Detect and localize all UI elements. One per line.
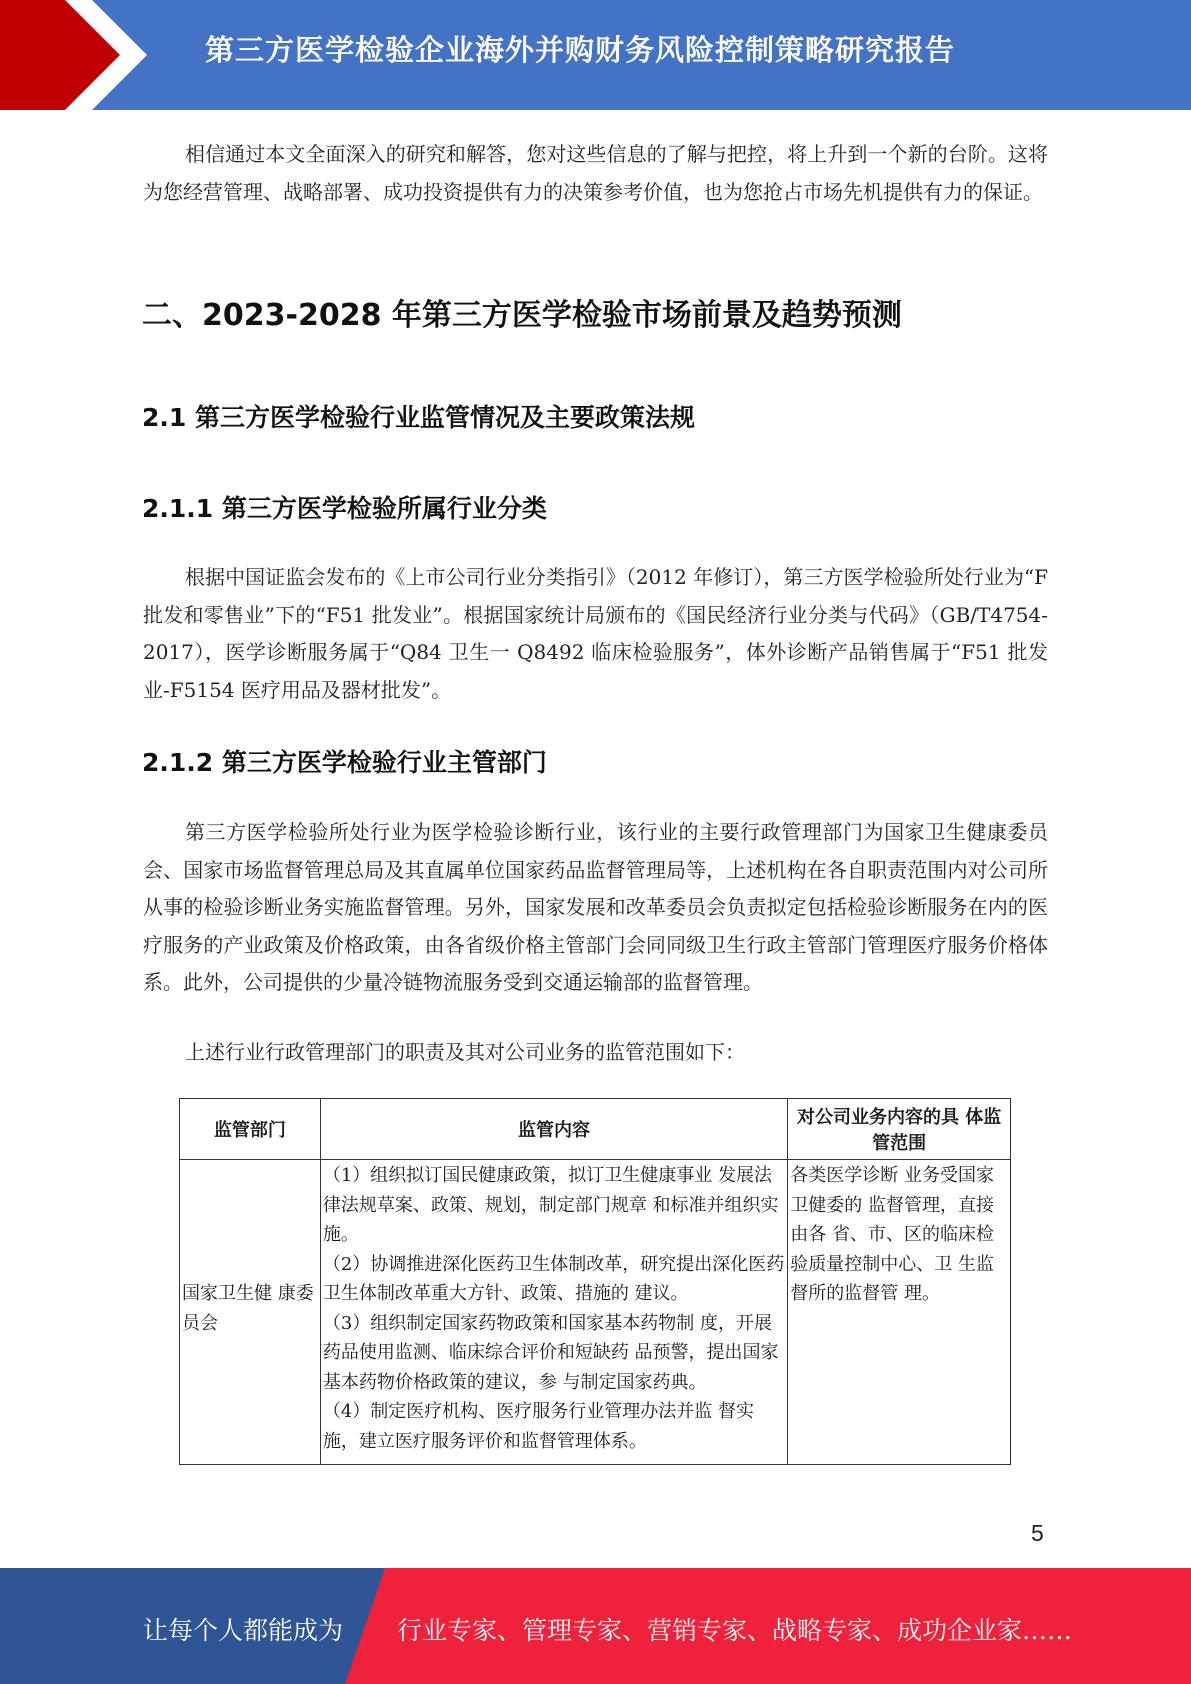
footer-slogan-left: 让每个人都能成为 xyxy=(143,1616,344,1645)
cell-department: 国家卫生健 康委员会 xyxy=(180,1160,321,1465)
table-intro: 上述行业行政管理部门的职责及其对公司业务的监管范围如下： xyxy=(185,1040,745,1064)
intro-paragraph: 相信通过本文全面深入的研究和解答，您对这些信息的了解与把控，将上升到一个新的台阶。这将为您经营管理、战略部署、成功投资提供有力的决策参考价值，也为您抢占市场先机提供有力的保证。 xyxy=(143,142,1048,204)
cell-content xyxy=(320,1160,787,1465)
cell-scope: 各类医学诊断 业务受国家卫健委的 监督管理，直接由各 省、市、区的临床检验质量控制中心、卫 生监督所的监督管 理。 xyxy=(788,1160,1011,1465)
table-row xyxy=(180,1160,1011,1465)
table-header-row xyxy=(180,1099,1011,1160)
header-title: 第三方医学检验企业海外并购财务风险控制策略研究报告 xyxy=(205,33,956,67)
section-title: 二、2023-2028 年第三方医学检验市场前景及趋势预测 xyxy=(142,298,902,333)
authority-paragraph: 第三方医学检验所处行业为医学检验诊断行业，该行业的主要行政管理部门为国家卫生健康委员会、国家市场监督管理总局及其直属单位国家药品监督管理局等，上述机构在各自职责范围内对公司所从事的检验诊断业务实施监督管理。另外，国家发展和改革委员会负责拟定包括检验诊断服务在内的医疗服务的产业政策及价格政策，由各省级价格主管部门会同同级卫生行政主管部门管理医疗服务价格体系。此外，公司提供的少量冷链物流服务受到交通运输部的监督管理。 xyxy=(143,820,1048,994)
content-item-2: （2）协调推进深化医药卫生体制改革，研究提出深化医药卫生体制改革重大方针、政策、措施的 建议。 xyxy=(322,1253,785,1304)
content-item-3: （3）组织制定国家药物政策和国家基本药物制 度，开展药品使用监测、临床综合评价和短缺药 品预警，提出国家基本药物价格政策的建议，参 与制定国家药典。 xyxy=(322,1312,779,1393)
classification-paragraph: 根据中国证监会发布的《上市公司行业分类指引》（2012 年修订），第三方医学检验所处行业为“F 批发和零售业”下的“F51 批发业”。根据国家统计局颁布的《国民经济行业分类与代码》（GB/T4754-2017），医学诊断服务属于“Q84 卫生一 Q8492 临床检验服务”，体外诊断产品销售属于“F51 批发业-F5154 医疗用品及器材批发”。 xyxy=(143,565,1048,702)
header-scope: 对公司业务内容的具 体监管范围 xyxy=(788,1099,1011,1160)
subsection-2-1-1-title: 2.1.1 第三方医学检验所属行业分类 xyxy=(142,494,547,523)
subsection-2-1-title: 2.1 第三方医学检验行业监管情况及主要政策法规 xyxy=(142,403,695,432)
header-department: 监管部门 xyxy=(180,1099,321,1160)
footer-slogan-right: 行业专家、管理专家、营销专家、战略专家、成功企业家…… xyxy=(397,1616,1073,1645)
header-banner xyxy=(0,0,1191,110)
subsection-2-1-2-title: 2.1.2 第三方医学检验行业主管部门 xyxy=(142,748,547,777)
content-item-1: （1）组织拟订国民健康政策，拟订卫生健康事业 发展法律法规草案、政策、规划，制定部门规章 和标准并组织实施。 xyxy=(322,1165,779,1245)
header-arrow-decoration xyxy=(0,0,160,110)
page-number: 5 xyxy=(1031,1520,1044,1546)
header-content: 监管内容 xyxy=(320,1099,787,1160)
regulation-table xyxy=(179,1098,1011,1465)
content-item-4: （4）制定医疗机构、医疗服务行业管理办法并监 督实施，建立医疗服务评价和监督管理体系。 xyxy=(322,1401,754,1452)
